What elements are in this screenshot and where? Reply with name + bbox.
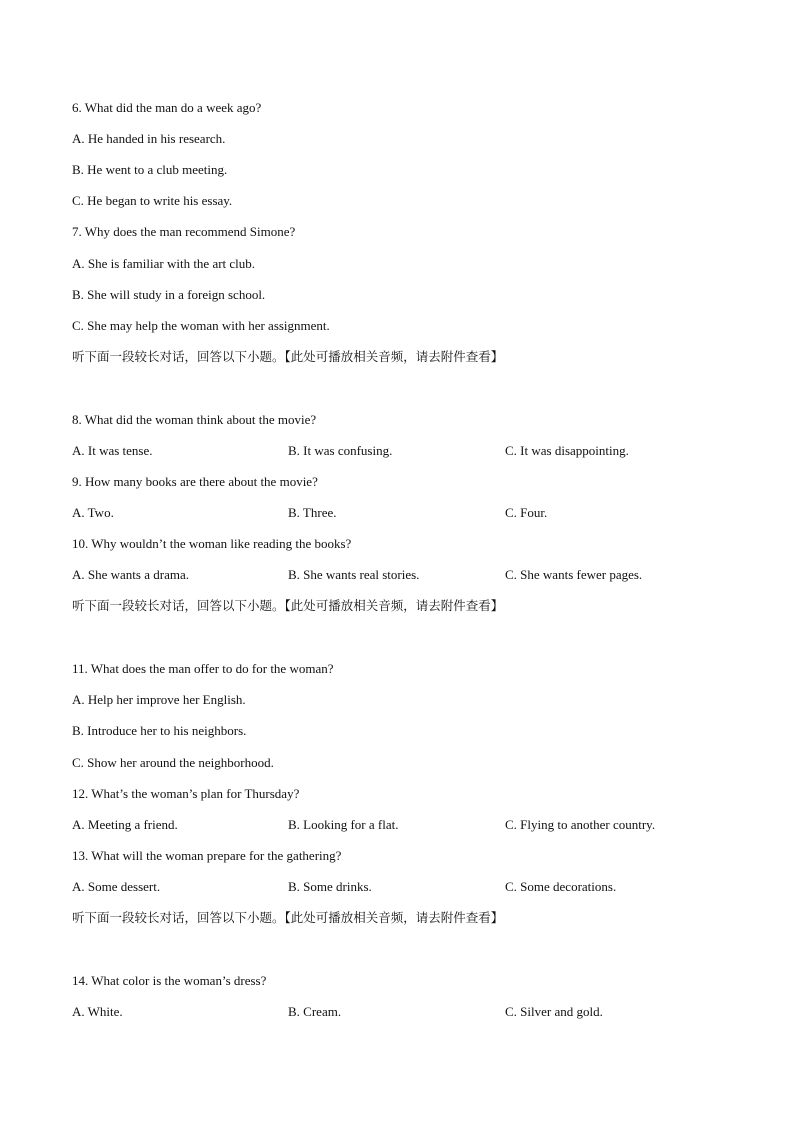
question-14-option-a: A. White.	[72, 1004, 123, 1019]
question-6-option-a: A. He handed in his research.	[72, 131, 226, 146]
question-9-option-a: A. Two.	[72, 505, 114, 520]
question-13-option-a: A. Some dessert.	[72, 879, 161, 894]
question-10-option-a: A. She wants a drama.	[72, 567, 189, 582]
question-6: 6. What did the man do a week ago?	[72, 100, 262, 115]
question-14: 14. What color is the woman’s dress?	[72, 973, 267, 988]
question-13-option-b: B. Some drinks.	[288, 879, 372, 894]
question-7: 7. Why does the man recommend Simone?	[72, 224, 296, 239]
question-14-option-c: C. Silver and gold.	[505, 1004, 603, 1019]
question-11: 11. What does the man offer to do for the woman?	[72, 661, 334, 676]
question-6-option-b: B. He went to a club meeting.	[72, 162, 228, 177]
question-9-option-c: C. Four.	[505, 505, 548, 520]
question-12-option-b: B. Looking for a flat.	[288, 817, 399, 832]
question-12: 12. What’s the woman’s plan for Thursday?	[72, 786, 300, 801]
question-8: 8. What did the woman think about the movie?	[72, 412, 317, 427]
question-8-option-c: C. It was disappointing.	[505, 443, 629, 458]
question-14-option-b: B. Cream.	[288, 1004, 342, 1019]
question-9: 9. How many books are there about the movie?	[72, 474, 318, 489]
question-8-option-b: B. It was confusing.	[288, 443, 393, 458]
question-12-option-c: C. Flying to another country.	[505, 817, 656, 832]
question-9-option-b: B. Three.	[288, 505, 337, 520]
question-10: 10. Why wouldn’t the woman like reading the books?	[72, 536, 352, 551]
question-11-option-b: B. Introduce her to his neighbors.	[72, 723, 247, 738]
question-7-option-b: B. She will study in a foreign school.	[72, 287, 266, 302]
question-13-option-c: C. Some decorations.	[505, 879, 617, 894]
question-10-option-c: C. She wants fewer pages.	[505, 567, 643, 582]
question-10-option-b: B. She wants real stories.	[288, 567, 420, 582]
audio-note-3: 听下面一段较长对话，回答以下小题。【此处可播放相关音频，请去附件查看】	[72, 910, 504, 925]
question-11-option-c: C. Show her around the neighborhood.	[72, 755, 274, 770]
question-13: 13. What will the woman prepare for the gathering?	[72, 848, 342, 863]
question-12-option-a: A. Meeting a friend.	[72, 817, 178, 832]
question-7-option-c: C. She may help the woman with her assignment.	[72, 318, 330, 333]
audio-note-1: 听下面一段较长对话，回答以下小题。【此处可播放相关音频，请去附件查看】	[72, 349, 504, 364]
question-6-option-c: C. He began to write his essay.	[72, 193, 233, 208]
question-7-option-a: A. She is familiar with the art club.	[72, 256, 256, 271]
audio-note-2: 听下面一段较长对话，回答以下小题。【此处可播放相关音频，请去附件查看】	[72, 598, 504, 613]
question-8-option-a: A. It was tense.	[72, 443, 153, 458]
question-11-option-a: A. Help her improve her English.	[72, 692, 246, 707]
